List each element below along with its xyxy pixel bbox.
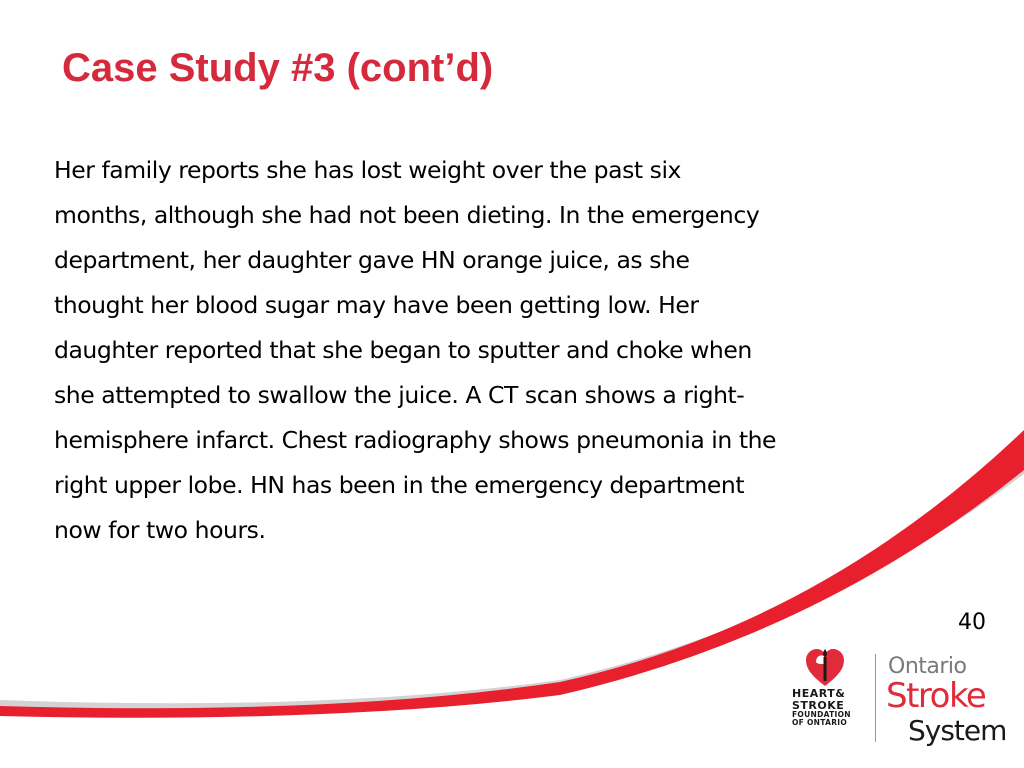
logo-divider	[875, 654, 876, 742]
ontario-stroke-system-stroke: Stroke	[886, 676, 986, 716]
body-line: she attempted to swallow the juice. A CT scan shows a right-	[54, 381, 745, 409]
slide-title: Case Study #3 (cont’d)	[62, 46, 494, 90]
hsf-logo-text	[792, 688, 872, 727]
ontario-stroke-system-system: System	[908, 714, 1007, 747]
hsf-line2: STROKE	[792, 698, 845, 712]
body-line: Her family reports she has lost weight over the past six	[54, 156, 681, 184]
slide-body	[54, 148, 954, 553]
ontario-stroke-system-ontario: Ontario	[888, 654, 967, 679]
hsf-line4: OF ONTARIO	[792, 717, 848, 727]
body-line: daughter reported that she began to sputter and choke when	[54, 336, 752, 364]
body-line: right upper lobe. HN has been in the emergency department	[54, 471, 745, 499]
body-line: department, her daughter gave HN orange juice, as she	[54, 246, 690, 274]
heart-torch-icon	[804, 648, 846, 688]
body-line: now for two hours.	[54, 516, 266, 544]
hsf-line1: HEART&	[792, 687, 846, 700]
page-number: 40	[958, 610, 986, 635]
footer-logos	[790, 648, 1020, 758]
body-line: hemisphere infarct. Chest radiography shows pneumonia in the	[54, 426, 777, 454]
body-line: months, although she had not been dieting. In the emergency	[54, 201, 760, 229]
body-line: thought her blood sugar may have been getting low. Her	[54, 291, 699, 319]
hsf-line3: FOUNDATION	[792, 710, 851, 720]
